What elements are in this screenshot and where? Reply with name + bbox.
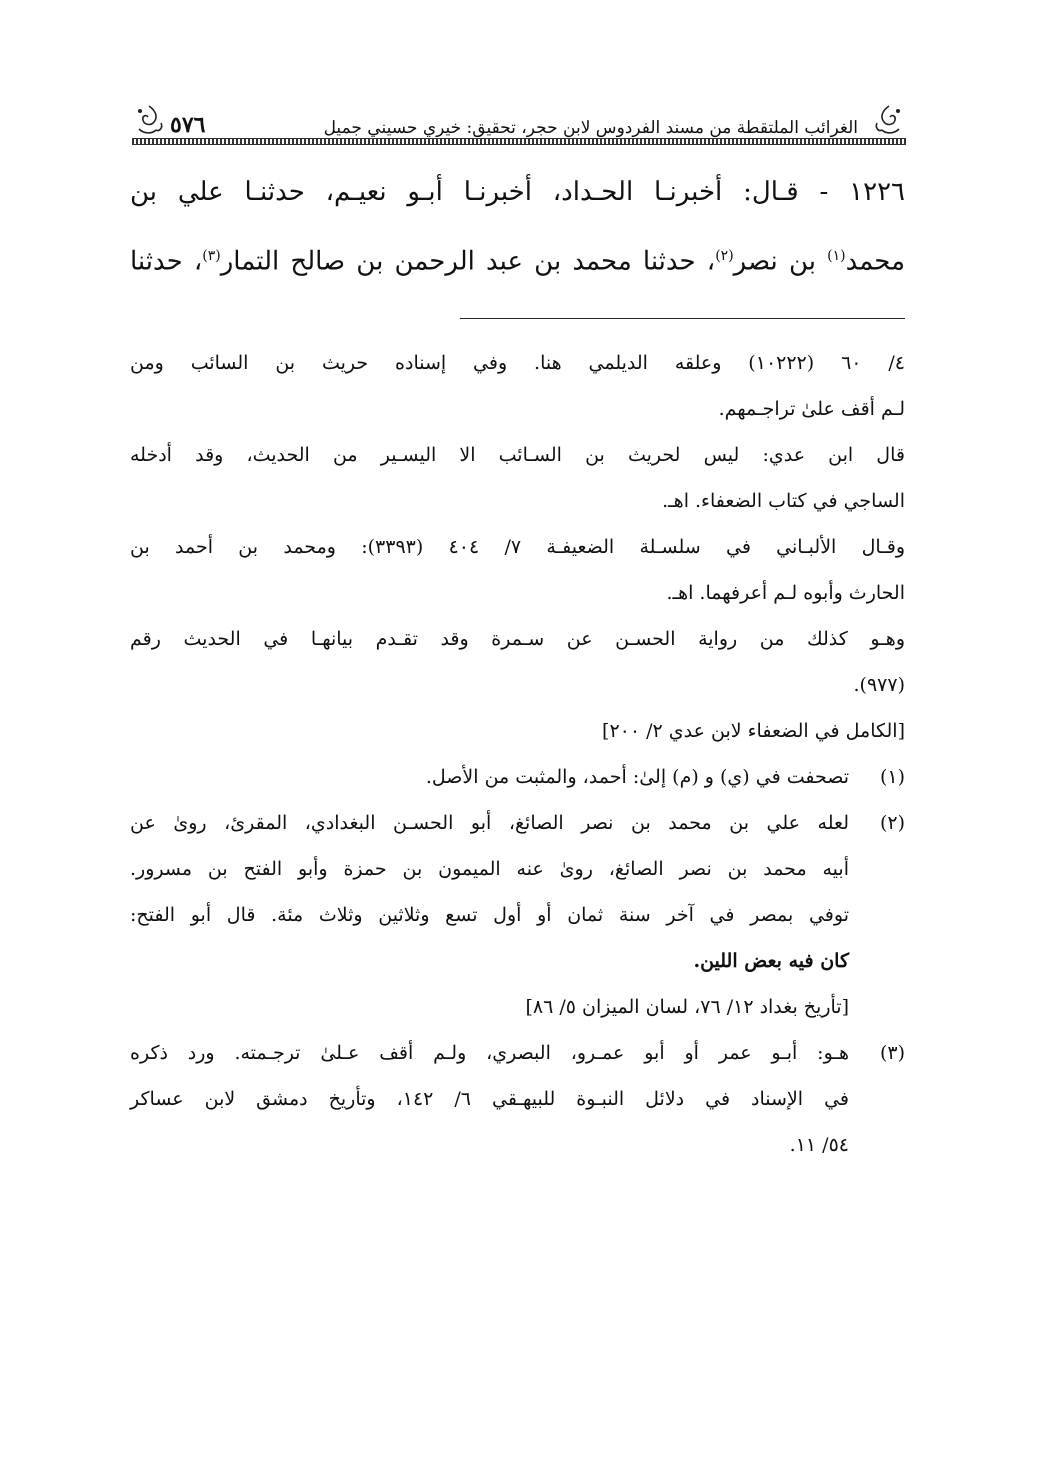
footnote-number: (١)	[879, 766, 905, 788]
footnote-bold-quote: كان فيه بعض اللين.	[693, 950, 849, 972]
running-header	[128, 108, 908, 138]
footnotes	[130, 340, 905, 1168]
footnote-3: (٣) هـو: أبـو عمر أو أبو عمـرو، البصري، ولـم أقف عـلىٰ ترجـمته. ورد ذكره في الإسناد في دلائل النبـوة للبيهـقي ٦/ ١٤٢، وتأريخ دمشق لابن عساكر ٥٤/ ١١.	[130, 1030, 905, 1168]
footnote-separator	[460, 318, 905, 319]
main-line: محمد$^{(١)}$ بن نصر$^{(٢)}$، حدثنا محمد بن عبد الرحمن بن صالح التمار$^{(٣)}$، حدثنا	[130, 246, 906, 277]
footnote-continuation: قال ابن عدي: ليس لحريث بن السـائب الا اليسـير من الحديث، وقد أدخله الساجي في كتاب الضعفاء. اهـ.	[130, 444, 905, 512]
running-header-title: الغرائب الملتقطة من مسند الفردوس لابن حجر، تحقيق: خيري حسيني جميل	[323, 118, 858, 138]
footnote-continuation: وقـال الألبـاني في سلسـلة الضعيفـة ٧/ ٤٠٤ (٣٣٩٣): ومحمد بن أحمد بن الحارث وأبوه لـم أعرفهما. اهـ.	[130, 536, 906, 604]
footnote-ref: (٣)	[202, 248, 221, 264]
footnote-1: (١) تصحفت في (ي) و (م) إلىٰ: أحمد، والمثبت من الأصل.	[130, 754, 905, 800]
main-line: ١٢٢٦ - قـال: أخبرنـا الحـداد، أخبرنـا أبـو نعيـم، حدثنـا علي بن	[130, 177, 905, 207]
footnote-2: (٢) لعله علي بن محمد بن نصر الصائغ، أبو الحسـن البغدادي، المقرئ، روىٰ عن أبيه محمد بن نصر الصائغ، روىٰ عنه الميمون بن حمزة وأبو الفتح بن مسرور. توفي بمصر في آخر سنة ثمان أو أول تسع وثلاثين وثلاث مئة. قال أبو الفتح: كان فيه بعض اللين. [تأريخ بغداد ١٢/ ٧٦، لسان الميزان ٥/ ٨٦]	[130, 800, 905, 1030]
footnote-number: (٢)	[879, 812, 905, 834]
main-text	[130, 160, 905, 294]
footnote-ref: (٢)	[715, 248, 734, 264]
header-rule	[132, 138, 906, 145]
footnote-source: [تأريخ بغداد ١٢/ ٧٦، لسان الميزان ٥/ ٨٦]	[525, 996, 849, 1018]
footnote-continuation: ٤/ ٦٠ (١٠٢٢٢) وعلقه الديلمي هنا. وفي إسناده حريث بن السائب ومن لـم أقف علىٰ تراجـمهم.	[130, 352, 906, 420]
footnote-source: [الكامل في الضعفاء لابن عدي ٢/ ٢٠٠]	[602, 720, 905, 742]
footnote-ref: (١)	[827, 248, 846, 264]
page-number: ٥٧٦	[170, 112, 206, 138]
footnote-number: (٣)	[879, 1042, 905, 1064]
footnote-continuation: وهـو كذلك من رواية الحسـن عن سـمرة وقد تقـدم بيانهـا في الحديث رقم (٩٧٧).	[130, 628, 905, 696]
